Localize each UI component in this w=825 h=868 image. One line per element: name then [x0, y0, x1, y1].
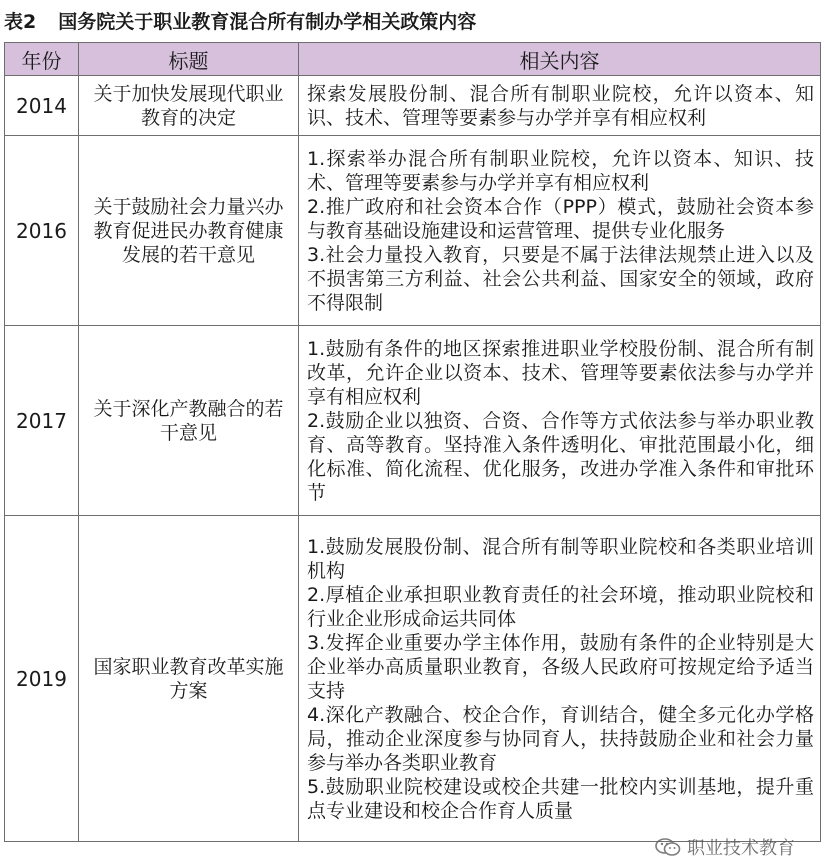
title-cell: 关于鼓励社会力量兴办教育促进民办教育健康发展的若干意见: [79, 136, 299, 326]
content-cell: [299, 516, 821, 842]
content-cell: [299, 326, 821, 516]
content-item: 2.鼓励企业以独资、合资、合作等方式依法参与举办职业教育、高等教育。坚持准入条件透明化、审批范围最小化，细化标准、简化流程、优化服务，改进办学准入条件和审批环节: [307, 409, 814, 504]
header-title: 标题: [79, 43, 299, 76]
caption-title: 国务院关于职业教育混合所有制办学相关政策内容: [58, 10, 477, 33]
policy-table: [4, 42, 821, 842]
watermark-text: 职业技术教育: [687, 838, 795, 859]
content-cell: [299, 136, 821, 326]
table-row: [5, 516, 821, 842]
table-row: [5, 136, 821, 326]
year-cell: 2016: [5, 136, 79, 326]
title-cell: 国家职业教育改革实施方案: [79, 516, 299, 842]
caption-number: 表2: [4, 10, 37, 33]
content-item: 2.厚植企业承担职业教育责任的社会环境，推动职业院校和行业企业形成命运共同体: [307, 583, 814, 630]
header-year: 年份: [5, 43, 79, 76]
content-item: 4.深化产教融合、校企合作，育训结合，健全多元化办学格局，推动企业深度参与协同育人，扶持鼓励企业和社会力量参与举办各类职业教育: [307, 703, 814, 774]
title-cell: 关于加快发展现代职业教育的决定: [79, 76, 299, 136]
content-item: 2.推广政府和社会资本合作（PPP）模式，鼓励社会资本参与教育基础设施建设和运营管理、提供专业化服务: [307, 195, 814, 242]
content-cell: [299, 76, 821, 136]
year-cell: 2019: [5, 516, 79, 842]
year-cell: 2017: [5, 326, 79, 516]
table-row: [5, 76, 821, 136]
header-content: 相关内容: [299, 43, 821, 76]
content-item: 探索发展股份制、混合所有制职业院校，允许以资本、知识、技术、管理等要素参与办学并享有相应权利: [307, 82, 814, 129]
year-cell: 2014: [5, 76, 79, 136]
content-item: 1.鼓励发展股份制、混合所有制等职业院校和各类职业培训机构: [307, 535, 814, 582]
wechat-icon: [655, 837, 681, 857]
content-item: 1.探索举办混合所有制职业院校，允许以资本、知识、技术、管理等要素参与办学并享有相应权利: [307, 147, 814, 194]
table-caption: [4, 0, 476, 40]
content-item: 3.社会力量投入教育，只要是不属于法律法规禁止进入以及不损害第三方利益、社会公共利益、国家安全的领域，政府不得限制: [307, 243, 814, 314]
content-item: 1.鼓励有条件的地区探索推进职业学校股份制、混合所有制改革，允许企业以资本、技术、管理等要素依法参与办学并享有相应权利: [307, 337, 814, 408]
header-row: [5, 43, 821, 76]
content-item: 5.鼓励职业院校建设或校企共建一批校内实训基地，提升重点专业建设和校企合作育人质量: [307, 775, 814, 822]
content-item: 3.发挥企业重要办学主体作用，鼓励有条件的企业特别是大企业举办高质量职业教育，各级人民政府可按规定给予适当支持: [307, 631, 814, 702]
title-cell: 关于深化产教融合的若干意见: [79, 326, 299, 516]
table-row: [5, 326, 821, 516]
watermark: [655, 834, 795, 860]
